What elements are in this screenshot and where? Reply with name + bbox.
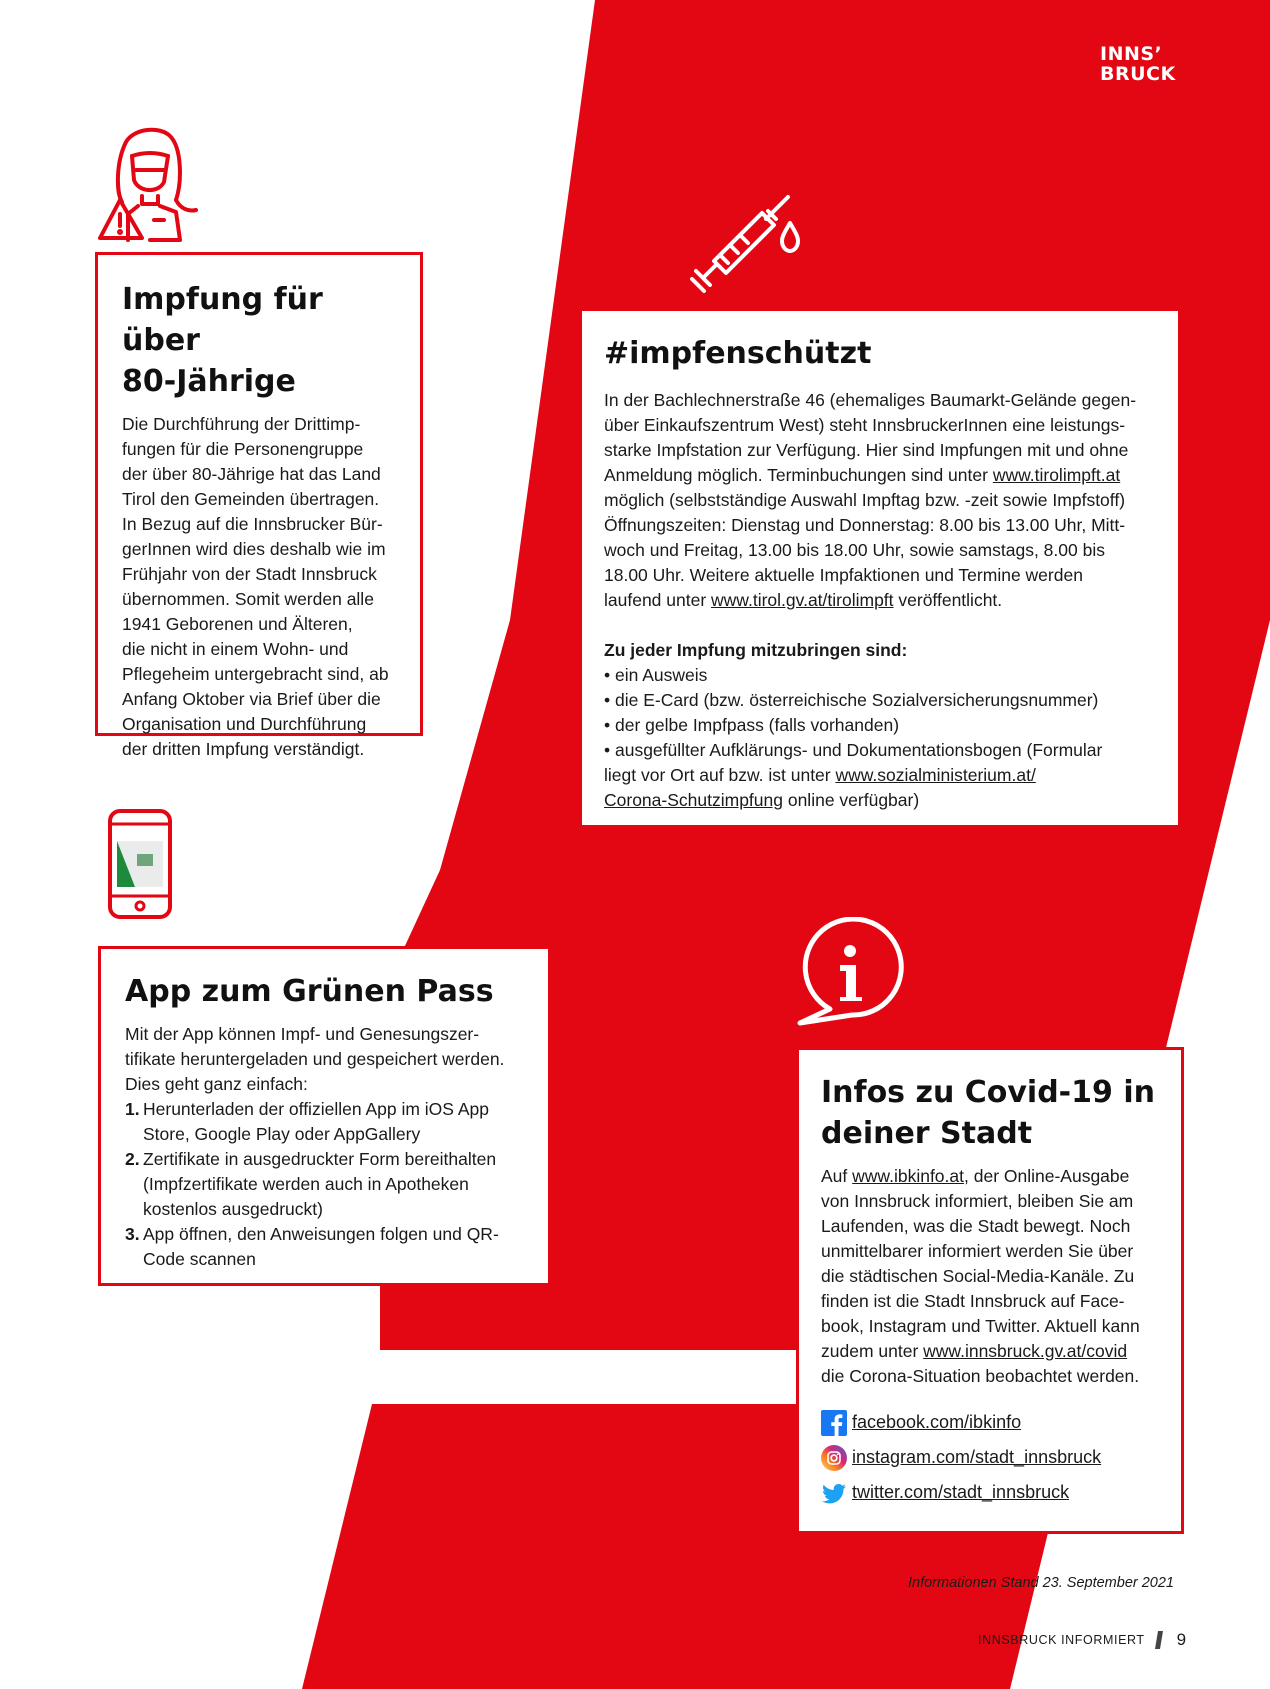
card-green-pass-app (98, 946, 551, 1286)
steps-list (125, 1097, 524, 1272)
card-vaccine-title: #impfenschützt (604, 336, 872, 371)
text-line: Tirol den Gemeinden übertragen. (122, 489, 380, 509)
text-line: woch und Freitag, 13.00 bis 18.00 Uhr, sowie samstags, 8.00 bis (604, 540, 1105, 560)
text-line: über Einkaufszentrum West) steht InnsbruckerInnen eine leistungs- (604, 415, 1126, 435)
text-line: der dritten Impfung verständigt. (122, 739, 365, 759)
text-line: Anfang Oktober via Brief über die (122, 689, 381, 709)
footer-label: INNSBRUCK INFORMIERT (978, 1633, 1145, 1647)
text-line: tifikate heruntergeladen und gespeichert werden. (125, 1049, 505, 1069)
text-line: gerInnen wird dies deshalb wie im (122, 539, 386, 559)
text-line: Frühjahr von der Stadt Innsbruck (122, 564, 377, 584)
twitter-icon (821, 1480, 847, 1506)
text-line: 1941 Geborenen und Älteren, (122, 614, 353, 634)
text-line: Laufenden, was die Stadt bewegt. Noch (821, 1216, 1131, 1236)
instagram-row (821, 1440, 1159, 1475)
list-item: 3. App öffnen, den Anweisungen folgen und QR- Code scannen (125, 1224, 499, 1269)
text-line: die städtischen Social-Media-Kanäle. Zu (821, 1266, 1135, 1286)
text-line: In Bezug auf die Innsbrucker Bür- (122, 514, 383, 534)
page-footer (978, 1630, 1186, 1650)
bring-item: • ausgefüllter Aufklärungs- und Dokumentationsbogen (Formular (604, 740, 1103, 760)
ibkinfo-link[interactable]: www.ibkinfo.at (852, 1166, 964, 1186)
information-date: Informationen Stand 23. September 2021 (907, 1575, 1174, 1591)
twitter-link[interactable]: twitter.com/stadt_innsbruck (852, 1482, 1070, 1502)
bring-item: Corona-Schutzimpfung online verfügbar) (604, 790, 920, 810)
text-line: Pflegeheim untergebracht sind, ab (122, 664, 389, 684)
card-elderly-body (122, 412, 396, 762)
innsbruck-covid-link[interactable]: www.innsbruck.gv.at/covid (923, 1341, 1128, 1361)
facebook-row (821, 1405, 1159, 1440)
text-line: Mit der App können Impf- und Genesungszer- (125, 1024, 480, 1044)
text-line: Anmeldung möglich. Terminbuchungen sind unter www.tirolimpft.at (604, 465, 1121, 485)
text-line: Dies geht ganz einfach: (125, 1074, 308, 1094)
instagram-link[interactable]: instagram.com/stadt_innsbruck (852, 1447, 1102, 1467)
facebook-link[interactable]: facebook.com/ibkinfo (852, 1412, 1022, 1432)
text-line: die nicht in einem Wohn- und (122, 639, 349, 659)
page-number: 9 (1176, 1630, 1187, 1649)
list-item: 1. Herunterladen der offiziellen App im iOS App Store, Google Play oder AppGallery (125, 1099, 489, 1144)
nurse-warning-icon (98, 122, 206, 244)
tirol-gv-link[interactable]: www.tirol.gv.at/tirolimpft (711, 590, 894, 610)
spacer (604, 613, 1156, 638)
facebook-icon (821, 1410, 847, 1436)
innsbruck-logo: INNS’ BRUCK (1100, 43, 1176, 85)
text-line: book, Instagram und Twitter. Aktuell kann (821, 1316, 1140, 1336)
bring-item: liegt vor Ort auf bzw. ist unter www.sozialministerium.at/ (604, 765, 1036, 785)
syringe-icon (690, 193, 802, 297)
text-line: unmittelbarer informiert werden Sie über (821, 1241, 1134, 1261)
bring-item: • ein Ausweis (604, 665, 708, 685)
card-elderly-title: Impfung für über 80-Jährige (122, 282, 323, 399)
card-info-title: Infos zu Covid-19 in deiner Stadt (821, 1075, 1155, 1151)
text-line: In der Bachlechnerstraße 46 (ehemaliges Baumarkt-Gelände gegen- (604, 390, 1137, 410)
text-line: Organisation und Durchführung (122, 714, 367, 734)
bring-item: • die E-Card (bzw. österreichische Sozialversicherungsnummer) (604, 690, 1099, 710)
text-line: starke Impfstation zur Verfügung. Hier sind Impfungen mit und ohne (604, 440, 1129, 460)
text-line: laufend unter www.tirol.gv.at/tirolimpft veröffentlicht. (604, 590, 1003, 610)
twitter-row (821, 1475, 1159, 1510)
card-vaccination-station (582, 311, 1178, 825)
text-line: finden ist die Stadt Innsbruck auf Face- (821, 1291, 1125, 1311)
bring-item: • der gelbe Impfpass (falls vorhanden) (604, 715, 900, 735)
text-line: übernommen. Somit werden alle (122, 589, 374, 609)
instagram-icon (821, 1445, 847, 1471)
text-line: zudem unter www.innsbruck.gv.at/covid (821, 1341, 1128, 1361)
text-line: Auf www.ibkinfo.at, der Online-Ausgabe (821, 1166, 1130, 1186)
text-line: Die Durchführung der Drittimp- (122, 414, 361, 434)
opening-hours: Öffnungszeiten: Dienstag und Donnerstag: 8.00 bis 13.00 Uhr, Mitt- (604, 515, 1126, 535)
tirolimpft-link[interactable]: www.tirolimpft.at (992, 465, 1121, 485)
text-line: 18.00 Uhr. Weitere aktuelle Impfaktionen und Termine werden (604, 565, 1083, 585)
text-line: fungen für die Personengruppe (122, 439, 364, 459)
text-line: von Innsbruck informiert, bleiben Sie am (821, 1191, 1134, 1211)
corona-schutzimpfung-link[interactable]: Corona-Schutzimpfung (604, 790, 783, 810)
card-covid-info (796, 1047, 1184, 1534)
social-links (821, 1405, 1159, 1510)
text-line: möglich (selbstständige Auswahl Impftag bzw. -zeit sowie Impfstoff) (604, 490, 1126, 510)
card-elderly-vaccination (95, 252, 423, 759)
phone-app-icon (107, 808, 173, 920)
text-line: die Corona-Situation beobachtet werden. (821, 1366, 1140, 1386)
slash-mark-icon (1155, 1631, 1163, 1649)
text-line: der über 80-Jährige hat das Land (122, 464, 381, 484)
card-app-title: App zum Grünen Pass (125, 974, 494, 1009)
sozialministerium-link[interactable]: www.sozialministerium.at/ (835, 765, 1036, 785)
info-bubble-icon (796, 917, 906, 1027)
list-item: 2. Zertifikate in ausgedruckter Form bereithalten (Impfzertifikate werden auch in Apotheken kostenlos ausgedruckt) (125, 1149, 497, 1219)
bring-heading: Zu jeder Impfung mitzubringen sind: (604, 640, 908, 660)
